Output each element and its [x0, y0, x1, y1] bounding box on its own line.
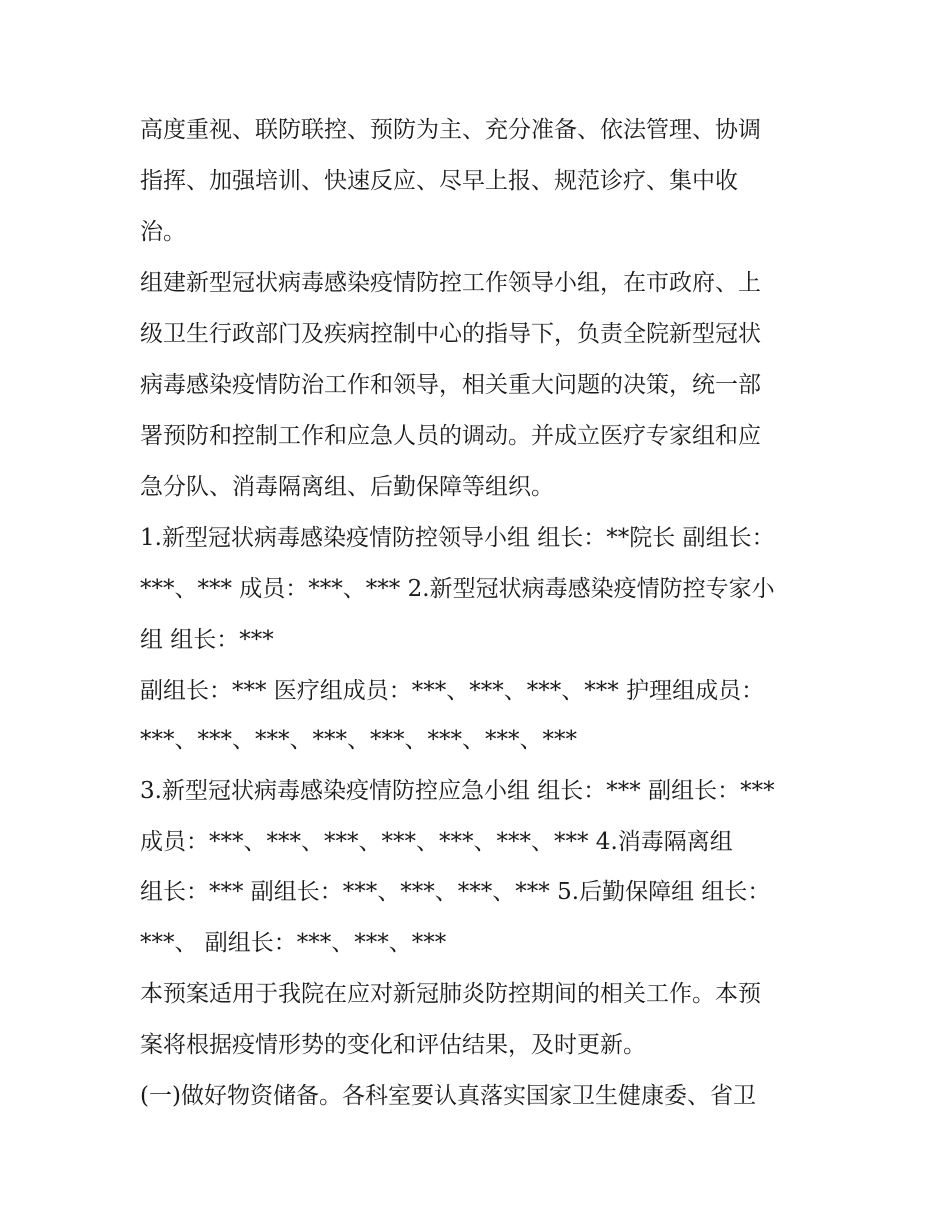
text-line: 急分队、消毒隔离组、后勤保障等组织。: [140, 474, 554, 500]
text-line: 高度重视、联防联控、预防为主、充分准备、依法管理、协调: [140, 117, 761, 143]
text-line: 副组长：*** 医疗组成员：***、***、***、*** 护理组成员：: [140, 678, 765, 704]
text-line: 病毒感染疫情防治工作和领导，相关重大问题的决策，统一部: [140, 372, 761, 398]
text-line: 组 组长：***: [140, 627, 274, 653]
text-line: ***、*** 成员：***、*** 2.新型冠状病毒感染疫情防控专家小: [140, 576, 775, 602]
text-line: 组建新型冠状病毒感染疫情防控工作领导小组，在市政府、上: [140, 270, 761, 296]
text-line: 指挥、加强培训、快速反应、尽早上报、规范诊疗、集中收: [140, 168, 738, 194]
text-line: 治。: [140, 219, 186, 245]
text-line: 组长：*** 副组长：***、***、***、*** 5.后勤保障组 组长：: [140, 879, 771, 905]
text-line: 级卫生行政部门及疾病控制中心的指导下，负责全院新型冠状: [140, 321, 761, 347]
text-line: 案将根据疫情形势的变化和评估结果，及时更新。: [140, 1032, 646, 1058]
text-line: 3.新型冠状病毒感染疫情防控应急小组 组长：*** 副组长：***: [140, 778, 775, 804]
text-line: ***、***、***、***、***、***、***、***: [140, 727, 577, 753]
text-line: ***、 副组长：***、***、***: [140, 930, 447, 956]
text-line: 1.新型冠状病毒感染疫情防控领导小组 组长：**院长 副组长：: [140, 525, 775, 551]
text-line: 本预案适用于我院在应对新冠肺炎防控期间的相关工作。本预: [140, 981, 761, 1007]
text-line: 成员：***、***、***、***、***、***、*** 4.消毒隔离组: [140, 829, 733, 855]
text-line: 署预防和控制工作和应急人员的调动。并成立医疗专家组和应: [140, 423, 761, 449]
text-line: (一)做好物资储备。各科室要认真落实国家卫生健康委、省卫: [140, 1083, 756, 1109]
